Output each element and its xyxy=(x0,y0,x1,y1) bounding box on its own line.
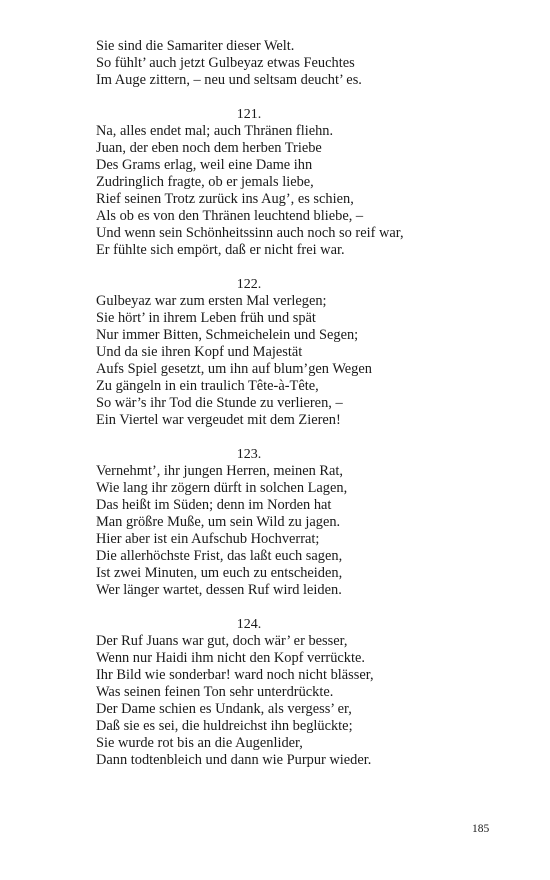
verse-line: Hier aber ist ein Aufschub Hochverrat; xyxy=(96,531,320,547)
verse-line: Als ob es von den Thränen leuchtend bliebe, – xyxy=(96,208,364,224)
verse-line: Wenn nur Haidi ihm nicht den Kopf verrückte. xyxy=(96,650,365,666)
verse-line: Dann todtenbleich und dann wie Purpur wieder. xyxy=(96,752,372,768)
verse-line: Der Ruf Juans war gut, doch wär’ er besser, xyxy=(96,633,348,649)
verse-line: Juan, der eben noch dem herben Triebe xyxy=(96,140,322,156)
verse-line: Vernehmt’, ihr jungen Herren, meinen Rat, xyxy=(96,463,343,479)
verse-line: Sie sind die Samariter dieser Welt. xyxy=(96,38,295,54)
verse-line: Das heißt im Süden; denn im Norden hat xyxy=(96,497,332,513)
stanza-120-continuation xyxy=(96,38,496,89)
verse-line: Die allerhöchste Frist, das laßt euch sagen, xyxy=(96,548,343,564)
stanza-number: 123. xyxy=(236,447,262,462)
verse-line: Man größre Muße, um sein Wild zu jagen. xyxy=(96,514,341,530)
verse-line: Wie lang ihr zögern dürft in solchen Lagen, xyxy=(96,480,348,496)
verse-line: Des Grams erlag, weil eine Dame ihn xyxy=(96,157,313,173)
verse-line: Und da sie ihren Kopf und Majestät xyxy=(96,344,303,360)
verse-line: Rief seinen Trotz zurück ins Aug’, es schien, xyxy=(96,191,354,207)
verse-line: So wär’s ihr Tod die Stunde zu verlieren, – xyxy=(96,395,343,411)
verse-line: Und wenn sein Schönheitssinn auch noch so reif war, xyxy=(96,225,404,241)
verse-line: Er fühlte sich empört, daß er nicht frei war. xyxy=(96,242,345,258)
verse-line: Im Auge zittern, – neu und seltsam deucht’ es. xyxy=(96,72,362,88)
page-number: 185 xyxy=(472,823,490,835)
verse-line: Gulbeyaz war zum ersten Mal verlegen; xyxy=(96,293,327,309)
stanza-number: 122. xyxy=(236,277,262,292)
verse-line: Daß sie es sei, die huldreichst ihn beglückte; xyxy=(96,718,353,734)
stanza-123 xyxy=(96,446,496,599)
verse-line: Was seinen feinen Ton sehr unterdrückte. xyxy=(96,684,334,700)
verse-line: Wer länger wartet, dessen Ruf wird leiden. xyxy=(96,582,342,598)
verse-line: Sie hört’ in ihrem Leben früh und spät xyxy=(96,310,316,326)
verse-line: Ein Viertel war vergeudet mit dem Zieren! xyxy=(96,412,341,428)
verse-line: Der Dame schien es Undank, als vergess’ er, xyxy=(96,701,352,717)
verse-line: Ihr Bild wie sonderbar! ward noch nicht blässer, xyxy=(96,667,374,683)
verse-line: Na, alles endet mal; auch Thränen fliehn. xyxy=(96,123,334,139)
verse-line: Aufs Spiel gesetzt, um ihn auf blum’gen Wegen xyxy=(96,361,372,377)
poem-text xyxy=(96,38,496,769)
verse-line: Ist zwei Minuten, um euch zu entscheiden, xyxy=(96,565,343,581)
verse-line: So fühlt’ auch jetzt Gulbeyaz etwas Feuchtes xyxy=(96,55,355,71)
verse-line: Zu gängeln in ein traulich Tête-à-Tête, xyxy=(96,378,319,394)
stanza-122 xyxy=(96,276,496,429)
stanza-124 xyxy=(96,616,496,769)
stanza-number: 124. xyxy=(236,617,262,632)
stanza-number: 121. xyxy=(236,107,262,122)
stanza-121 xyxy=(96,106,496,259)
verse-line: Nur immer Bitten, Schmeichelein und Segen; xyxy=(96,327,359,343)
verse-line: Zudringlich fragte, ob er jemals liebe, xyxy=(96,174,314,190)
verse-line: Sie wurde rot bis an die Augenlider, xyxy=(96,735,303,751)
